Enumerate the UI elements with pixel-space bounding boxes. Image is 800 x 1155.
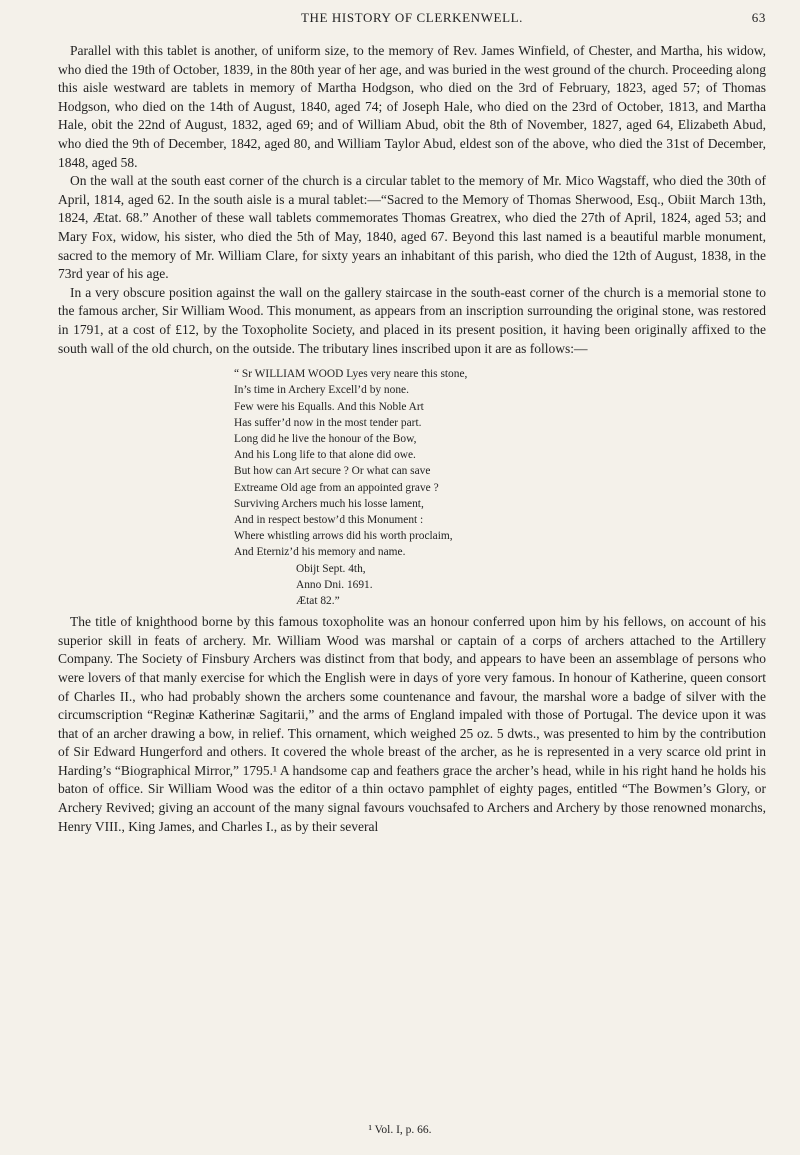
running-title: THE HISTORY OF CLERKENWELL. [300,10,524,25]
verse-line: But how can Art secure ? Or what can save [234,465,431,478]
epitaph-verse [234,366,766,609]
verse-line: Extreame Old age from an appointed grave ? [234,481,439,494]
page-body [58,42,766,836]
verse-line: Where whistling arrows did his worth proclaim, [234,530,453,543]
verse-age-line: Ætat 82.” [296,594,340,607]
paragraph: The title of knighthood borne by this famous toxopholite was an honour conferred upon him by his fellows, on account of his superior skill in feats of archery. Mr. William Wood was marshal or captain of a corps of archers attached to the Artillery Company. The Society of Finsbury Archers was distinct from that body, and appears to have been an assemblage of persons who were lovers of that manly exercise for which the English were in days of yore very famous. In honour of Katherine, queen consort of Charles II., who had probably shown the archers some countenance and favour, the marshal wore a badge of silver with the circumscription “Reginæ Katherinæ Sagitarii,” and the arms of England impaled with those of Portugal. The device upon it was that of an archer drawing a bow, in relief. This ornament, which weighed 25 oz. 5 dwts., was presented to him by the contribution of Sir Edward Hungerford and others. It covered the whole breast of the archer, as he is represented in a very scarce old print in Harding’s “Biographical Mirror,” 1795.¹ A handsome cap and feathers grace the archer’s head, while in his right hand he holds his baton of office. Sir William Wood was the editor of a thin octavo pamphlet of eighty pages, entitled “The Bowmen’s Glory, or Archery Revived; giving an account of the many signal favours vouchsafed to Archers and Archery by those renowned monarchs, Henry VIII., King James, and Charles I., as by their several [58,614,766,834]
paragraph: On the wall at the south east corner of the church is a circular tablet to the memory of Mr. Mico Wagstaff, who died the 30th of April, 1814, aged 62. In the south aisle is a mural tablet:—“Sacred to the Memory of Thomas Sherwood, Esq., Obiit March 13th, 1824, Ætat. 68.” Another of these wall tablets commemorates Thomas Greatrex, who died the 27th of April, 1824, aged 53; and Mary Fox, widow, his sister, who died the 5th of May, 1840, aged 67. Beyond this last named is a beautiful marble monument, sacred to the memory of Mr. William Clare, for sixty years an inhabitant of this parish, who died the 12th of August, 1838, in the 73rd year of his age. [58,173,766,282]
verse-line: Long did he live the honour of the Bow, [234,432,417,445]
verse-line: Has suffer’d now in the most tender part. [234,416,422,429]
verse-line: And Eterniz’d his memory and name. [234,546,406,559]
paragraph: In a very obscure position against the wall on the gallery staircase in the south-east corner of the church is a memorial stone to the famous archer, Sir William Wood. This monument, as appears from an inscription surrounding the original stone, was restored in 1791, at a cost of £12, by the Toxopholite Society, and placed in its present position, it having been originally affixed to the south wall of the old church, on the outside. The tributary lines inscribed upon it are as follows:— [58,284,766,356]
paragraph: Parallel with this tablet is another, of uniform size, to the memory of Rev. James Winfield, of Chester, and Martha, his widow, who died the 19th of October, 1839, in the 80th year of her age, and was buried in the west ground of the church. Proceeding along this aisle westward are tablets in memory of Martha Hodgson, who died on the 3rd of February, 1823, aged 57; of Thomas Hodgson, who died on the 14th of August, 1840, aged 74; of Joseph Hale, who died on the 23rd of October, 1813, and Martha Hale, obit the 22nd of August, 1832, aged 69; and of William Abud, obit the 8th of November, 1827, aged 64, Elizabeth Abud, who died the 9th of December, 1842, aged 80, and William Taylor Abud, eldest son of the above, who died the 31st of December, 1848, aged 58. [58,43,766,170]
verse-date-line: Obijt Sept. 4th, [296,562,366,575]
running-header [58,8,766,28]
page-number: 63 [751,10,766,25]
verse-line: Few were his Equalls. And this Noble Art [234,400,424,413]
verse-line: In’s time in Archery Excell’d by none. [234,384,409,397]
verse-line: And in respect bestow’d this Monument : [234,513,424,526]
footnote: ¹ Vol. I, p. 66. [368,1124,432,1136]
verse-line: Surviving Archers much his losse lament, [234,497,424,510]
verse-line: And his Long life to that alone did owe. [234,449,416,462]
verse-date-line: Anno Dni. 1691. [296,578,373,591]
verse-line: “ Sr WILLIAM WOOD Lyes very neare this stone, [234,368,468,381]
